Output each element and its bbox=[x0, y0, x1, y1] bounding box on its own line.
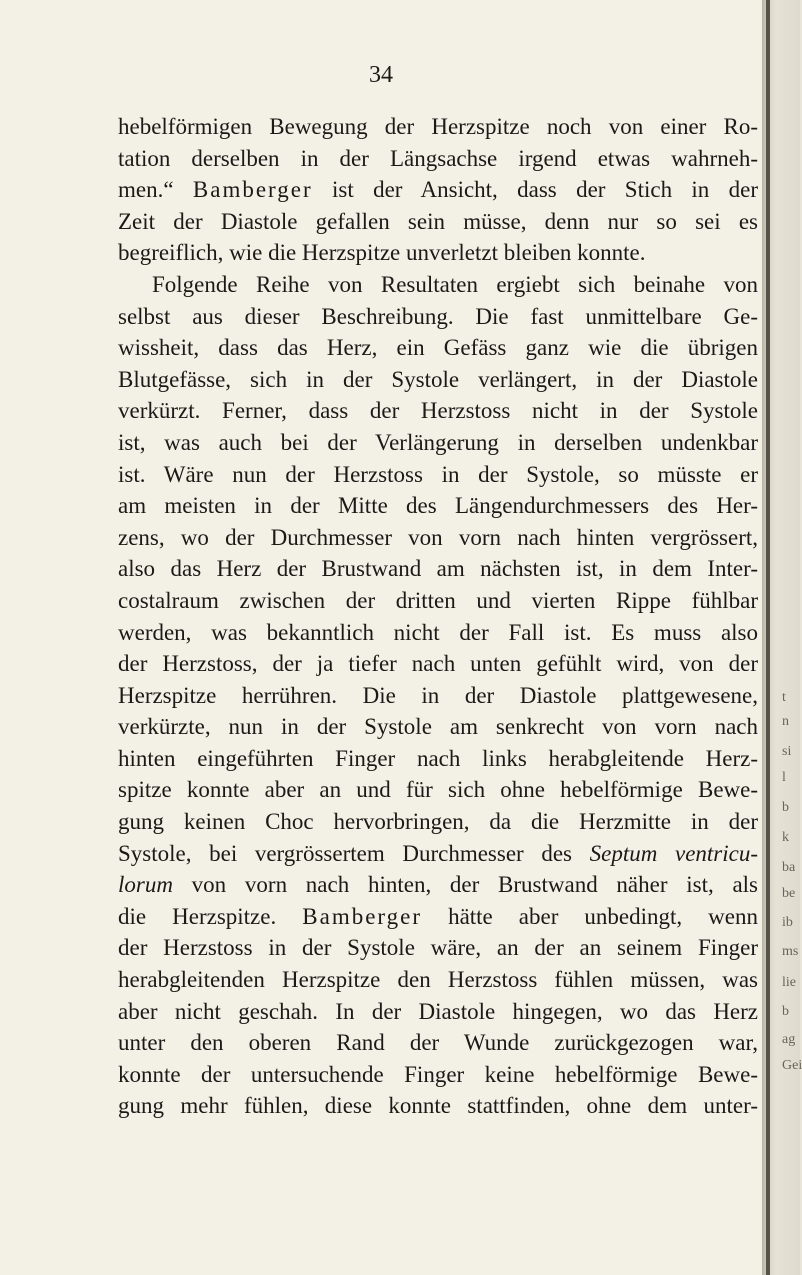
body-text bbox=[118, 111, 758, 1122]
text-line: Folgende Reihe von Resultaten ergiebt sich beinahe von bbox=[152, 271, 758, 297]
adjacent-page-fragment: si bbox=[782, 744, 792, 759]
text-line: also das Herz der Brustwand am nächsten ist, in dem Inter- bbox=[118, 556, 758, 582]
text-line: tation derselben in der Längsachse irgend etwas wahrneh- bbox=[118, 145, 758, 171]
text-line: Herzspitze herrühren. Die in der Diastole plattgewesene, bbox=[118, 682, 758, 708]
adjacent-page-fragment: t bbox=[782, 690, 786, 705]
text-line: ist, was auch bei der Verlängerung in derselben undenkbar bbox=[118, 429, 758, 455]
text-line: hinten eingeführten Finger nach links herabgleitende Herz- bbox=[118, 745, 758, 771]
text-line: wissheit, dass das Herz, ein Gefäss ganz wie die übrigen bbox=[118, 335, 758, 361]
adjacent-page-fragment: b bbox=[782, 800, 789, 815]
text-line: verkürzt. Ferner, dass der Herzstoss nicht in der Systole bbox=[118, 398, 758, 424]
text-line: hebelförmigen Bewegung der Herzspitze noch von einer Ro- bbox=[118, 114, 758, 139]
text-line: der Herzstoss, der ja tiefer nach unten gefühlt wird, von der bbox=[118, 651, 758, 677]
author-name: Bamberger bbox=[302, 903, 423, 929]
text-line: begreiflich, wie die Herzspitze unverletzt bleiben konnte. bbox=[118, 240, 646, 266]
adjacent-page-fragment: l bbox=[782, 770, 786, 785]
text-line: spitze konnte aber an und für sich ohne hebelförmige Bewe- bbox=[118, 777, 758, 803]
text-line: aber nicht geschah. In der Diastole hingegen, wo das Herz bbox=[118, 998, 758, 1024]
text-line: men.“ Bamberger ist der Ansicht, dass der Stich in der bbox=[118, 177, 758, 203]
text-line: konnte der untersuchende Finger keine hebelförmige Bewe- bbox=[118, 1061, 758, 1087]
adjacent-page-fragment: ag bbox=[782, 1032, 796, 1047]
adjacent-page-fragment: ba bbox=[782, 860, 796, 875]
text-line: werden, was bekanntlich nicht der Fall ist. Es muss also bbox=[118, 619, 758, 645]
adjacent-page-fragment: ms bbox=[782, 944, 799, 959]
text-line: herabgleitenden Herzspitze den Herzstoss fühlen müssen, was bbox=[118, 967, 758, 993]
adjacent-page-fragment: Gei bbox=[782, 1058, 802, 1073]
adjacent-page-fragment: k bbox=[782, 830, 789, 845]
text-line: gung mehr fühlen, diese konnte stattfinden, ohne dem unter- bbox=[118, 1093, 758, 1119]
text-line: Blutgefässe, sich in der Systole verlängert, in der Diastole bbox=[118, 366, 758, 392]
latin-term: Septum ventricu- bbox=[589, 840, 759, 866]
text-line: die Herzspitze. Bamberger hätte aber unbedingt, wenn bbox=[118, 903, 758, 929]
text-line: verkürzte, nun in der Systole am senkrecht von vorn nach bbox=[118, 714, 758, 740]
text-line: gung keinen Choc hervorbringen, da die Herzmitte in der bbox=[118, 809, 758, 835]
adjacent-page-fragment: lie bbox=[782, 975, 796, 990]
text-line: ist. Wäre nun der Herzstoss in der Systole, so müsste er bbox=[118, 461, 758, 487]
text-line: lorum von vorn nach hinten, der Brustwand näher ist, als bbox=[118, 872, 758, 898]
adjacent-page-fragment: n bbox=[782, 714, 789, 729]
text-line: Zeit der Diastole gefallen sein müsse, denn nur so sei es bbox=[118, 208, 758, 234]
adjacent-page-fragment: ib bbox=[782, 915, 793, 930]
adjacent-page-fragment: be bbox=[782, 886, 796, 901]
page-number: 34 bbox=[369, 62, 393, 88]
text-line: Systole, bei vergrössertem Durchmesser des Septum ventricu- bbox=[118, 840, 759, 866]
latin-term: lorum bbox=[118, 872, 173, 898]
author-name: Bamberger bbox=[192, 177, 313, 203]
text-line: der Herzstoss in der Systole wäre, an der an seinem Finger bbox=[118, 935, 758, 961]
text-line: am meisten in der Mitte des Längendurchmessers des Her- bbox=[118, 493, 758, 519]
text-line: costalraum zwischen der dritten und vierten Rippe fühlbar bbox=[118, 587, 758, 613]
text-line: zens, wo der Durchmesser von vorn nach hinten vergrössert, bbox=[118, 524, 758, 550]
text-line: selbst aus dieser Beschreibung. Die fast unmittelbare Ge- bbox=[118, 303, 758, 329]
text-line: unter den oberen Rand der Wunde zurückgezogen war, bbox=[118, 1030, 758, 1056]
adjacent-page-fragment: b bbox=[782, 1004, 789, 1019]
gutter-shadow bbox=[766, 0, 770, 1275]
